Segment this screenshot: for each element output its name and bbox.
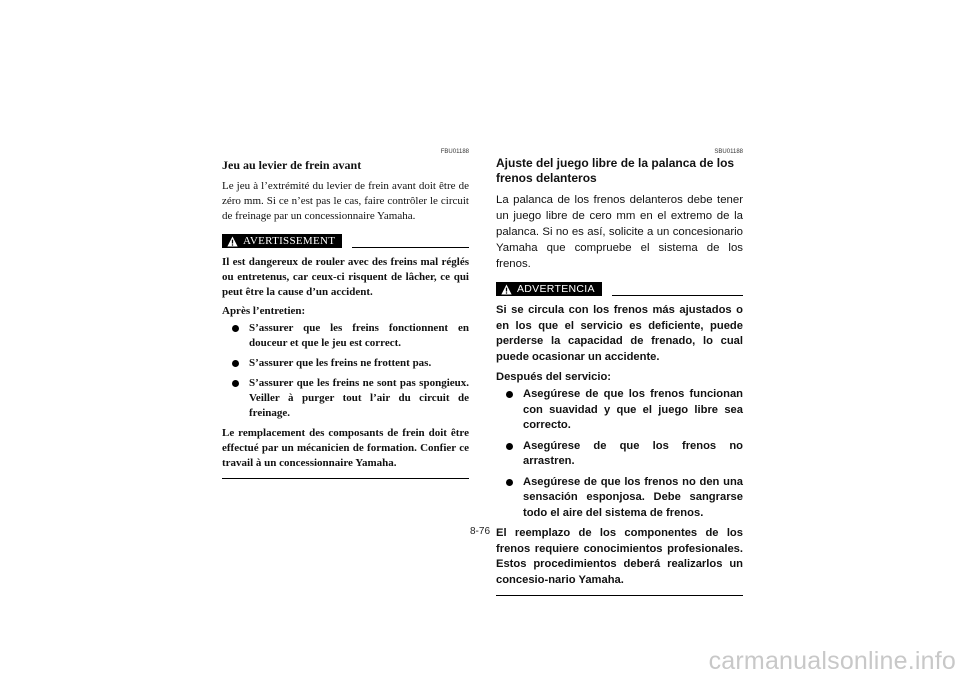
- warning-header: [496, 281, 743, 297]
- end-rule: [222, 478, 469, 479]
- warning-badge: [222, 234, 342, 248]
- intro-paragraph: Le jeu à l’extrémité du levier de frein avant doit être de zéro mm. Si ce n’est pas le cas, faire contrôler le circuit de freinage par un concessionnaire Yamaha.: [222, 180, 469, 222]
- bullet-dot-icon: [232, 380, 239, 387]
- section-title: Ajuste del juego libre de la palanca de los frenos delanteros: [496, 156, 735, 185]
- section-code: FBU01188: [440, 149, 469, 155]
- warning-rule: [612, 295, 743, 296]
- warning-text: Si se circula con los frenos más ajustados o en los que el servicio es deficiente, puede perderse la capacidad de frenado, lo cual puede ocasionar un accidente.: [496, 304, 743, 363]
- list-item: [506, 439, 743, 470]
- list-item: [232, 321, 469, 351]
- bullet-text: Asegúrese de que los frenos funcionan con suavidad y que el juego libre sea correcto.: [523, 388, 743, 431]
- after-service-label: Après l’entretien:: [222, 305, 306, 317]
- warning-label: AVERTISSEMENT: [243, 235, 336, 247]
- list-item: [506, 475, 743, 522]
- closing-text: Le remplacement des composants de frein doit être effectué par un mécanicien de formation. Confier ce travail à un concessionnaire Yamaha.: [222, 427, 469, 469]
- watermark: carmanualsonline.info: [708, 647, 956, 675]
- bullet-dot-icon: [232, 360, 239, 367]
- bullet-text: S’assurer que les freins ne sont pas spongieux. Veiller à purger tout l’air du circuit de freinage.: [249, 377, 469, 419]
- bullet-text: Asegúrese de que los frenos no arrastren.: [523, 439, 743, 467]
- warning-header: [222, 233, 469, 249]
- after-service-label: Después del servicio:: [496, 371, 612, 383]
- list-item: [506, 387, 743, 434]
- bullet-text: S’assurer que les freins ne frottent pas.: [249, 357, 432, 369]
- bullet-list: [496, 387, 743, 521]
- bullet-dot-icon: [506, 479, 513, 486]
- bullet-list: [222, 321, 469, 421]
- bullet-dot-icon: [506, 443, 513, 450]
- page-number: 8-76: [469, 526, 490, 537]
- warning-label: ADVERTENCIA: [517, 283, 595, 295]
- warning-text: Il est dangereux de rouler avec des freins mal réglés ou entretenus, car ceux-ci risquent de lâcher, ce qui peut être la cause d’un accident.: [222, 256, 469, 298]
- bullet-dot-icon: [506, 391, 513, 398]
- warning-badge: [496, 282, 602, 296]
- end-rule: [496, 595, 743, 596]
- intro-paragraph: La palanca de los frenos delanteros debe tener un juego libre de cero mm en el extremo de la palanca. Si no es así, solicite a un concesionario Yamaha que compruebe el sistema de los frenos.: [496, 194, 743, 270]
- list-item: [232, 356, 469, 371]
- warning-triangle-icon: [227, 236, 238, 247]
- warning-triangle-icon: [501, 284, 512, 295]
- section-code: SBU01188: [714, 149, 743, 155]
- bullet-text: S’assurer que les freins fonctionnent en douceur et que le jeu est correct.: [249, 322, 469, 349]
- bullet-dot-icon: [232, 325, 239, 332]
- french-column: [222, 148, 469, 479]
- list-item: [232, 376, 469, 421]
- warning-rule: [352, 247, 469, 248]
- bullet-text: Asegúrese de que los frenos no den una sensación esponjosa. Debe sangrarse todo el aire del sistema de frenos.: [523, 475, 743, 519]
- closing-text: El reemplazo de los componentes de los frenos requiere conocimientos profesionales. Estos procedimientos deberá realizarlos un concesio-nario Yamaha.: [496, 527, 743, 586]
- section-title: Jeu au levier de frein avant: [222, 158, 362, 172]
